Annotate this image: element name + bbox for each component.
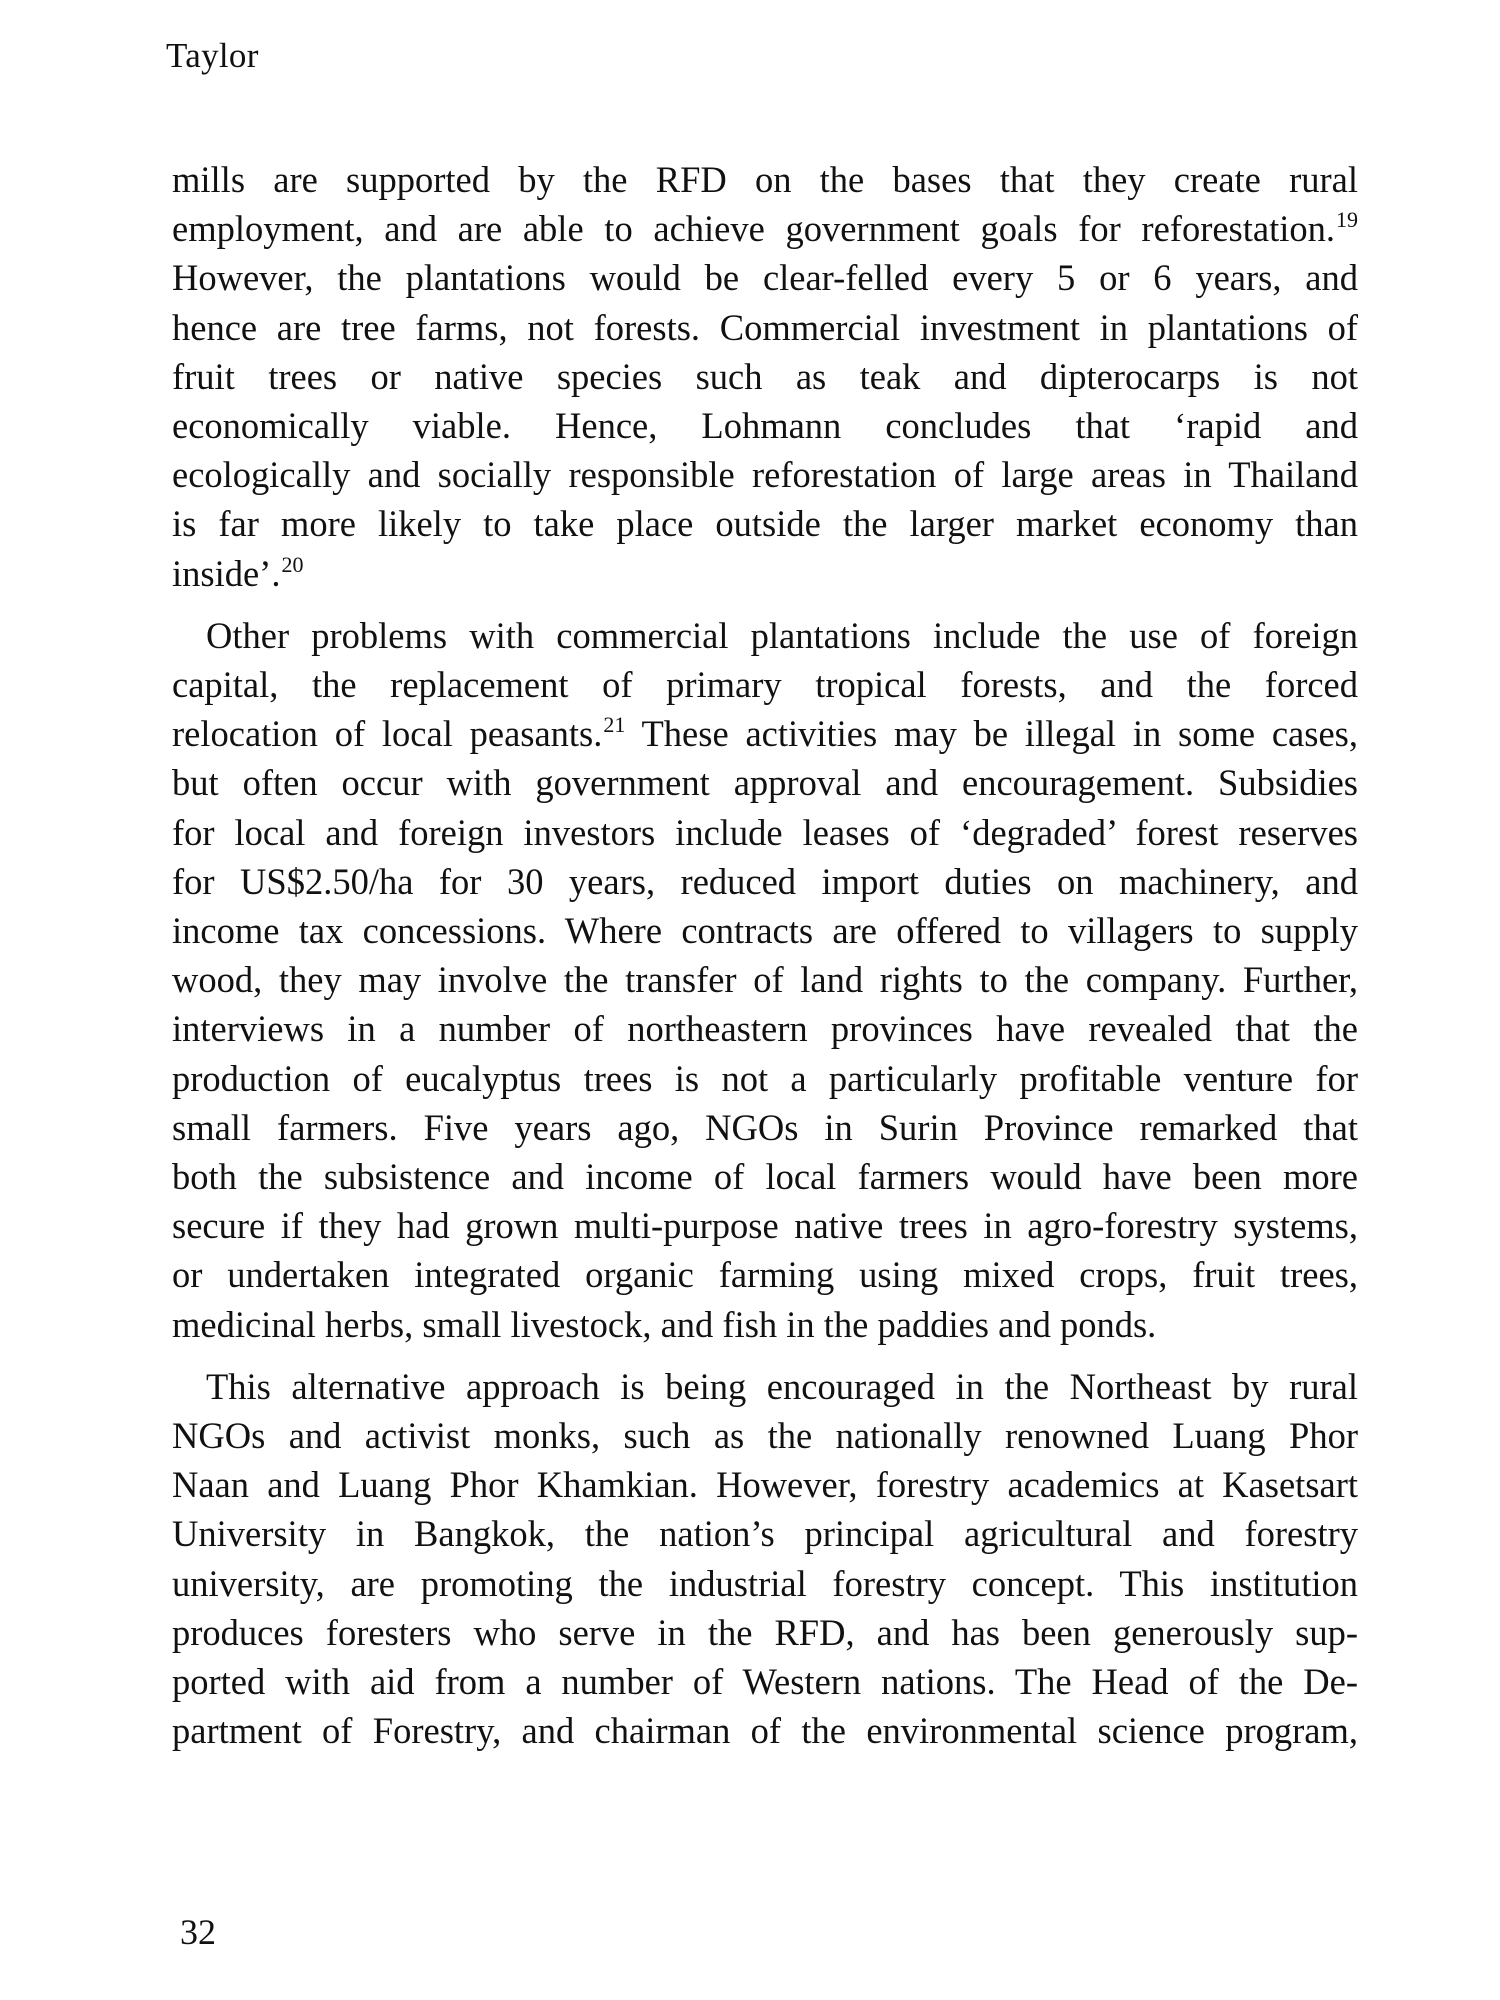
text-line: for local and foreign investors include leases of ‘degraded’ forest reserves (172, 811, 1358, 853)
text-line: mills are supported by the RFD on the bases that they create rural (172, 159, 1358, 200)
text-line: is far more likely to take place outside the larger market economy than (172, 503, 1358, 545)
text-line: University in Bangkok, the nation’s principal agricultural and forestry (172, 1513, 1358, 1555)
text-line: fruit trees or native species such as teak and dipterocarps is not (172, 355, 1358, 397)
text-line: economically viable. Hence, Lohmann concludes that ‘rapid and (172, 405, 1358, 447)
text-line: NGOs and activist monks, such as the nationally renowned Luang Phor (172, 1415, 1358, 1457)
text-line: employment, and are able to achieve government goals for reforestation.$^{19}$ (172, 207, 1358, 250)
footnote-ref: 21 (603, 712, 626, 738)
text-line: interviews in a number of northeastern provinces have revealed that the (172, 1008, 1358, 1050)
text-line: or undertaken integrated organic farming using mixed crops, fruit trees, (172, 1254, 1358, 1296)
text-line: partment of Forestry, and chairman of the environmental science program, (172, 1710, 1358, 1752)
text-line: both the subsistence and income of local farmers would have been more (172, 1156, 1358, 1198)
paragraph (172, 1362, 1358, 1756)
paragraph (172, 611, 1358, 1349)
body-text (172, 155, 1358, 1756)
footnote-ref: 19 (1336, 207, 1358, 233)
text-line: hence are tree farms, not forests. Commercial investment in plantations of (172, 306, 1358, 348)
text-line: ported with aid from a number of Western nations. The Head of the De- (172, 1661, 1358, 1703)
paragraph (172, 155, 1358, 598)
text-line: medicinal herbs, small livestock, and fish in the paddies and ponds. (172, 1303, 1157, 1345)
text-line: income tax concessions. Where contracts are offered to villagers to supply (172, 910, 1358, 952)
running-head: Taylor (166, 36, 259, 75)
text-line: wood, they may involve the transfer of land rights to the company. Further, (172, 959, 1358, 1001)
text-line: for US$2.50/ha for 30 years, reduced import duties on machinery, and (172, 860, 1358, 902)
text-line: produces foresters who serve in the RFD, and has been generously sup- (172, 1611, 1358, 1653)
text-line: Naan and Luang Phor Khamkian. However, forestry academics at Kasetsart (172, 1464, 1358, 1506)
text-line: However, the plantations would be clear-felled every 5 or 6 years, and (172, 257, 1358, 299)
text-line: secure if they had grown multi-purpose native trees in agro-forestry systems, (172, 1205, 1358, 1247)
text-line: production of eucalyptus trees is not a particularly profitable venture for (172, 1057, 1358, 1099)
text-line: ecologically and socially responsible reforestation of large areas in Thailand (172, 454, 1358, 496)
footnote-ref: 20 (281, 551, 304, 577)
text-line: relocation of local peasants.$^{21}$ These activities may be illegal in some cases, (172, 712, 1358, 755)
text-line: but often occur with government approval and encouragement. Subsidies (172, 762, 1358, 804)
text-line: small farmers. Five years ago, NGOs in Surin Province remarked that (172, 1106, 1358, 1148)
text-line: inside’.$^{20}$ (172, 551, 304, 594)
text-line: This alternative approach is being encouraged in the Northeast by rural (206, 1365, 1358, 1407)
page-number: 32 (180, 1912, 216, 1952)
text-line: university, are promoting the industrial forestry concept. This institution (172, 1562, 1358, 1604)
text-line: capital, the replacement of primary tropical forests, and the forced (172, 664, 1358, 706)
text-line: Other problems with commercial plantations include the use of foreign (206, 614, 1358, 656)
